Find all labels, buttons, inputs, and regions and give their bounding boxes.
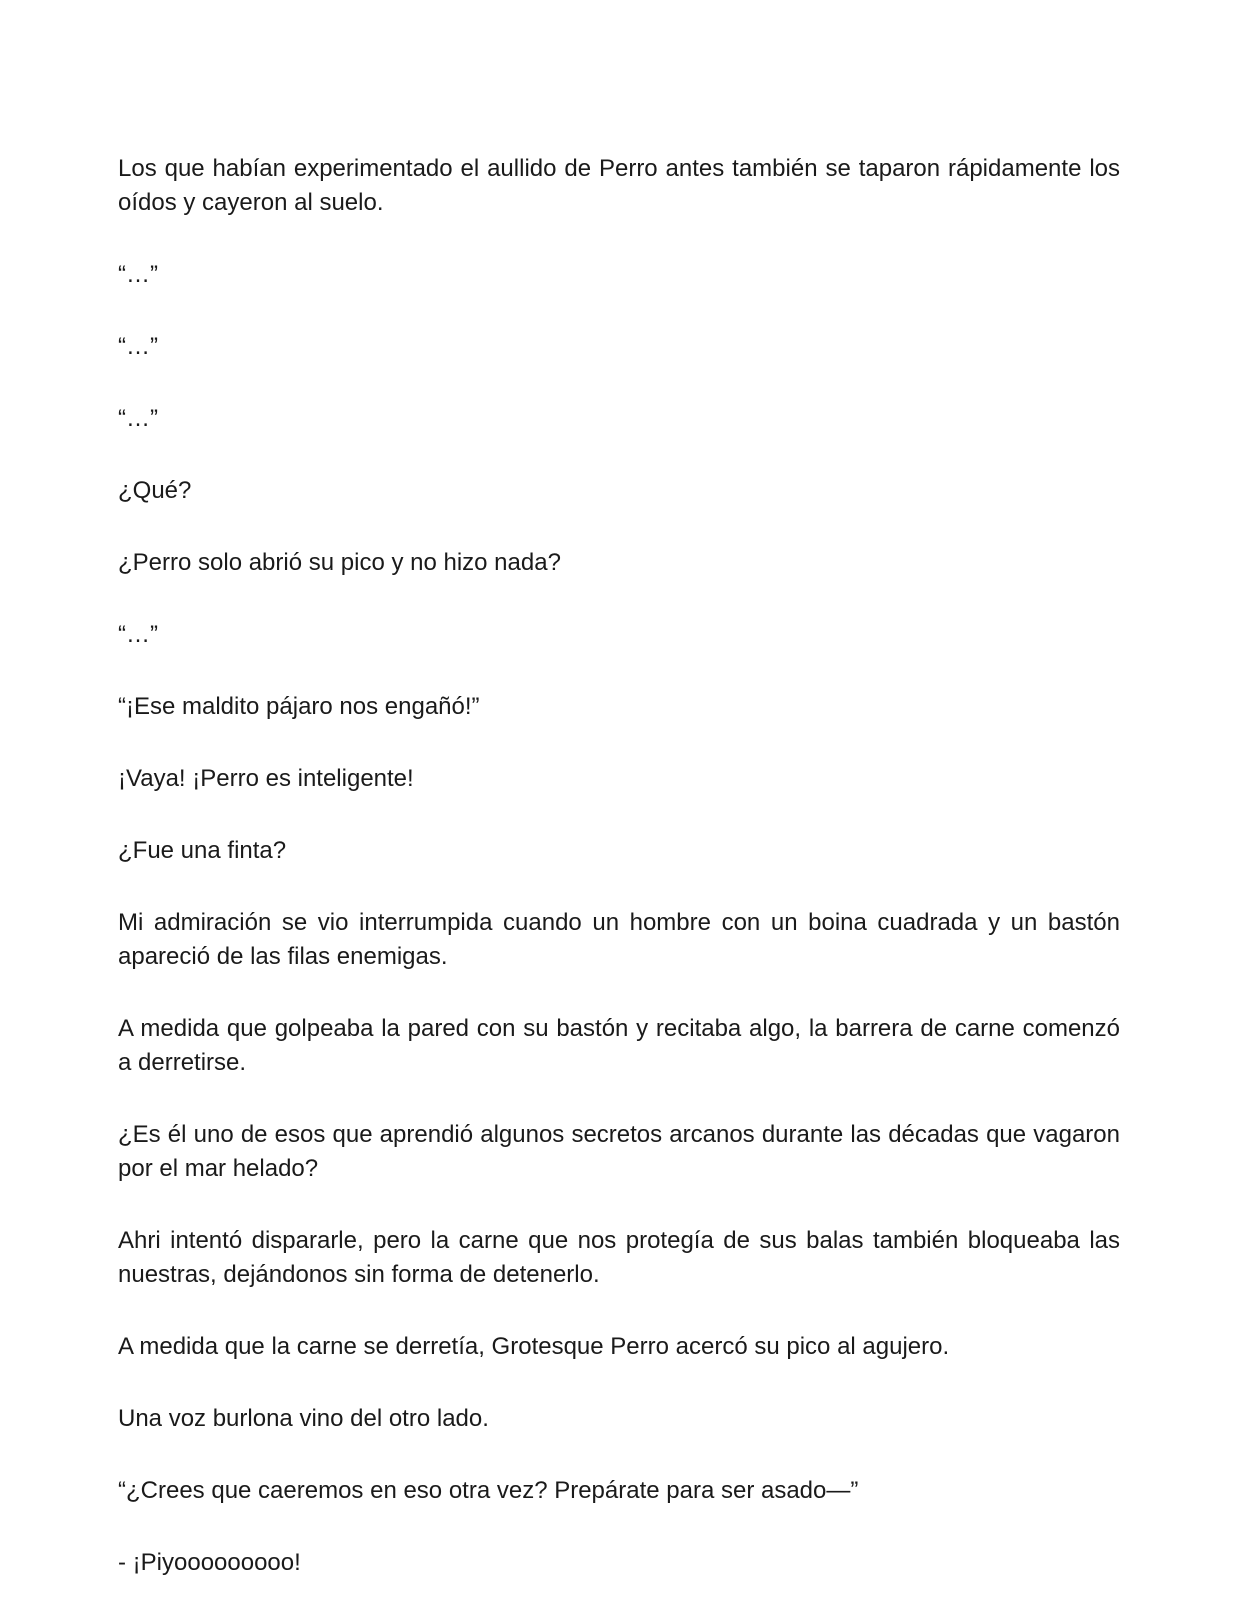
paragraph: ¿Es él uno de esos que aprendió algunos secretos arcanos durante las décadas que vagaron por el mar helado? xyxy=(118,1121,1120,1182)
paragraph: Mi admiración se vio interrumpida cuando un hombre con un boina cuadrada y un bastón apareció de las filas enemigas. xyxy=(118,909,1120,970)
paragraph: Una voz burlona vino del otro lado. xyxy=(118,1405,489,1432)
paragraph: A medida que golpeaba la pared con su bastón y recitaba algo, la barrera de carne comenzó a derretirse. xyxy=(118,1015,1120,1076)
paragraph: Ahri intentó dispararle, pero la carne que nos protegía de sus balas también bloqueaba las nuestras, dejándonos sin forma de detenerlo. xyxy=(118,1227,1120,1288)
paragraph: ¡Vaya! ¡Perro es inteligente! xyxy=(118,765,414,792)
paragraph: Los que habían experimentado el aullido de Perro antes también se taparon rápidamente los oídos y cayeron al suelo. xyxy=(118,155,1120,216)
paragraph: “…” xyxy=(118,405,158,432)
paragraph: “…” xyxy=(118,333,158,360)
paragraph: ¿Perro solo abrió su pico y no hizo nada? xyxy=(118,549,561,576)
body-text xyxy=(118,152,1120,1580)
paragraph: “…” xyxy=(118,621,158,648)
paragraph: “¡Ese maldito pájaro nos engañó!” xyxy=(118,693,480,720)
paragraph: ¿Qué? xyxy=(118,477,192,504)
paragraph: “…” xyxy=(118,261,158,288)
paragraph: ¿Fue una finta? xyxy=(118,837,287,864)
paragraph: A medida que la carne se derretía, Grotesque Perro acercó su pico al agujero. xyxy=(118,1333,950,1360)
paragraph: “¿Crees que caeremos en eso otra vez? Prepárate para ser asado—” xyxy=(118,1477,859,1504)
paragraph: - ¡Piyooooooooo! xyxy=(118,1549,301,1576)
